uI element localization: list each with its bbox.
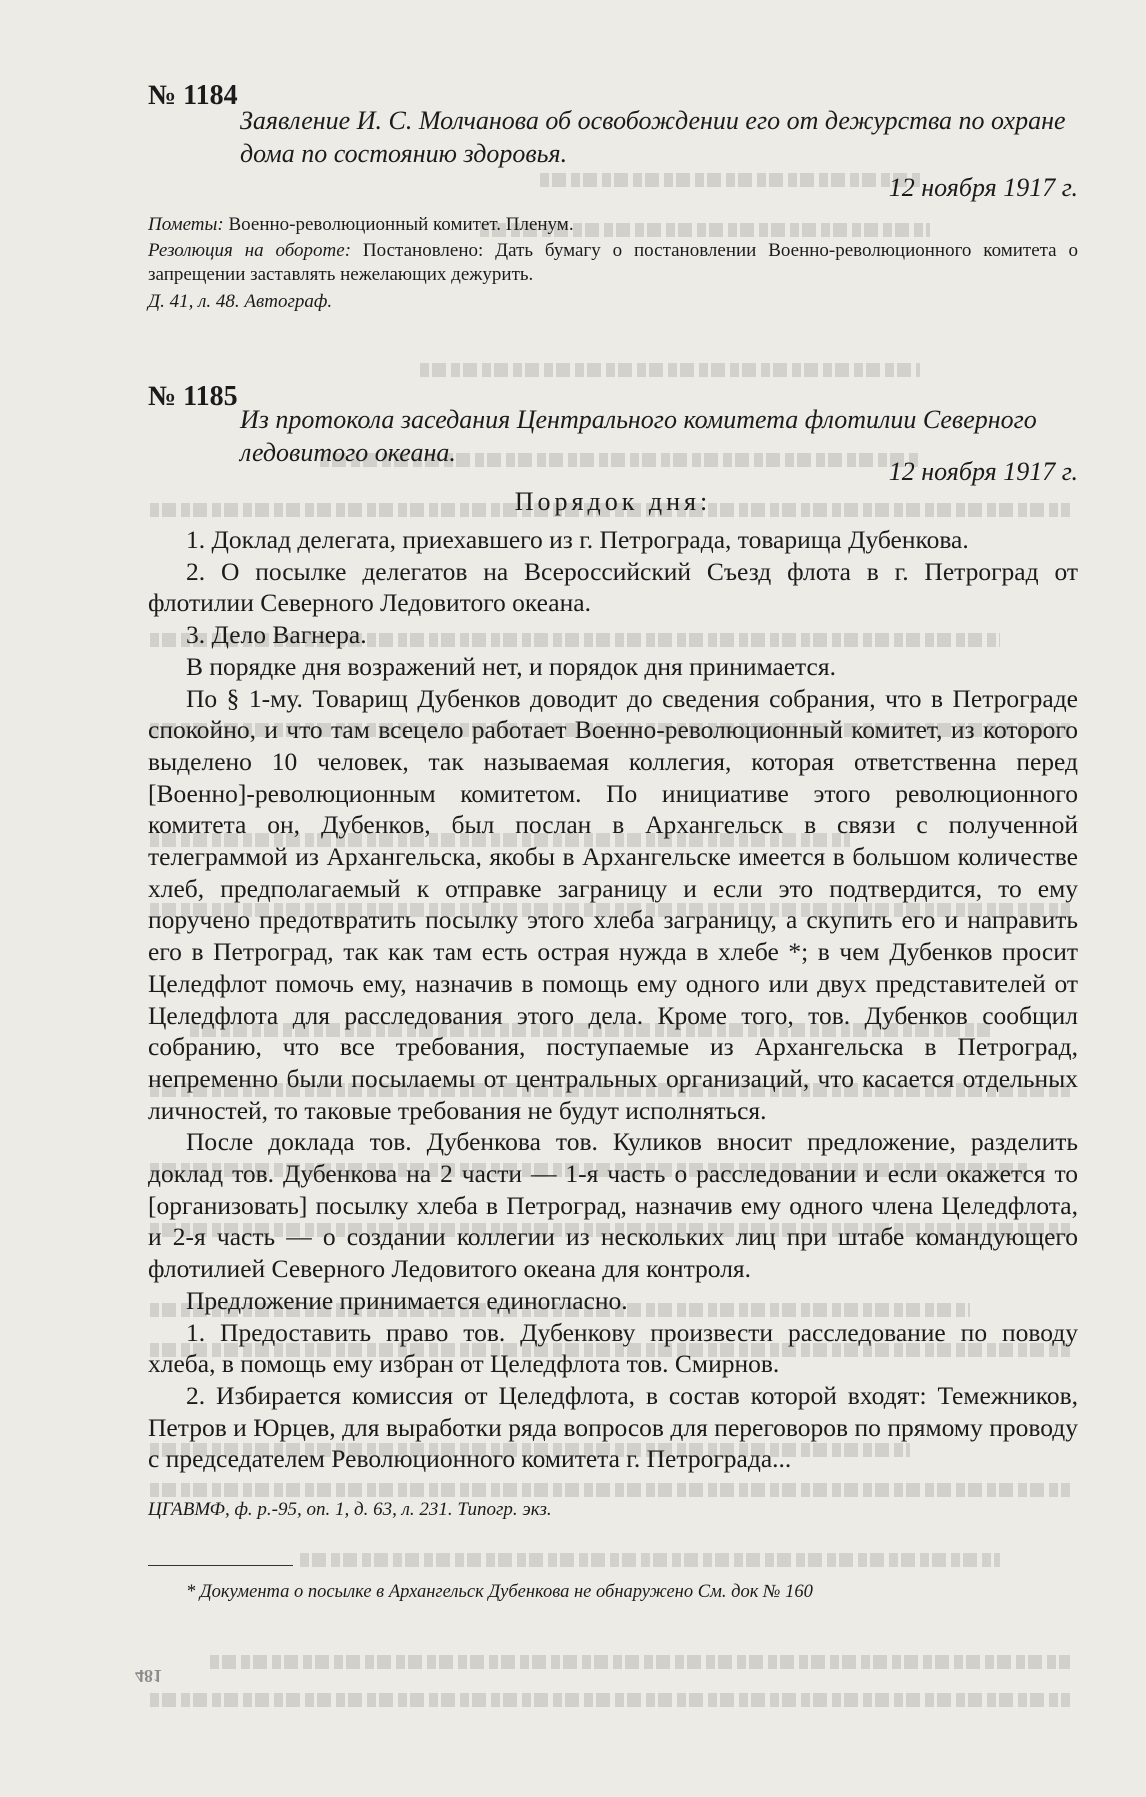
doc-1184-date: 12 ноября 1917 г. — [888, 173, 1078, 202]
footnote: * Документа о посылке в Архангельск Дубенкова не обнаружено См. док № 160 — [186, 1582, 813, 1602]
resolution-text: Постановлено: Дать бумагу о постановлении Военно-революционного комитета о запрещении заставлять нежелающих дежурить. — [148, 240, 1078, 285]
marks-text: Военно-революционный комитет. Пленум. — [223, 214, 574, 235]
agenda-heading: Порядок дня: — [514, 487, 712, 516]
doc-1185-source: ЦГАВМФ, ф. р.-95, оп. 1, д. 63, л. 231. Типогр. экз. — [148, 1499, 552, 1520]
body-paragraph: Предложение принимается единогласно. — [186, 1285, 628, 1315]
doc-1184-number: № 1184 — [148, 80, 238, 111]
body-paragraph: 1. Доклад делегата, приехавшего из г. Петрограда, товарища Дубенкова. — [186, 525, 969, 554]
body-paragraph: После доклада тов. Дубенкова тов. Куликов вносит предложение, разделить доклад тов. Дубенкова на 2 части — 1-я часть о расследовании и если окажется то [организовать] посылку хлеба в Петроград, назначив ему одного члена Целедфлота, и 2-я часть — о создании коллегии из нескольких лиц при штабе командующего флотилией Северного Ледовитого океана для контроля. — [148, 1127, 1078, 1284]
doc-1185-body — [148, 524, 1078, 1475]
doc-1184-source: Д. 41, л. 48. Автограф. — [148, 291, 333, 312]
page-number-bleed: 481 — [135, 1666, 162, 1686]
marks-label: Пометы: — [148, 214, 224, 235]
body-paragraph: 3. Дело Вагнера. — [186, 620, 367, 650]
doc-1184-resolution — [148, 239, 1078, 287]
body-paragraph: По § 1-му. Товарищ Дубенков доводит до сведения собрания, что в Петрограде спокойно, и что там всецело работает Военно-революционный комитет, из которого выделено 10 человек, так называемая коллегия, которая ответственна перед [Военно]-революционным комитетом. По инициативе этого революционного комитета он, Дубенков, был послан в Архангельск в связи с полученной телеграммой из Архангельска, якобы в Архангельске имеется в большом количестве хлеб, предполагаемый к отправке заграницу и если это подтвердится, то ему поручено предотвратить посылку этого хлеба заграницу, а скупить его и направить его в Петроград, так как там есть острая нужда в хлебе *; в чем Дубенков просит Целедфлот помочь ему, назначив в помощь ему одного или двух представителей от Целедфлота для расследования этого дела. Кроме того, тов. Дубенков сообщил собранию, что все требования, поступаемые из Архангельска в Петроград, непременно были посылаемы от центральных организаций, что касается отдельных личностей, то таковые требования не будут исполняться. — [148, 683, 1078, 1125]
body-paragraph: 1. Предоставить право тов. Дубенкову произвести расследование по поводу хлеба, в помощь ему избран от Целедфлота тов. Смирнов. — [148, 1317, 1078, 1379]
doc-1185-date: 12 ноября 1917 г. — [888, 457, 1078, 486]
footnote-rule — [148, 1565, 293, 1566]
doc-1185-title: Из протокола заседания Центрального комитета флотилии Северного ледовитого океана. — [240, 405, 1037, 467]
body-paragraph: 2. О посылке делегатов на Всероссийский Съезд флота в г. Петроград от флотилии Северного Ледовитого океана. — [148, 556, 1078, 618]
doc-1184-marks — [148, 213, 1078, 237]
resolution-label: Резолюция на обороте: — [148, 240, 352, 261]
body-paragraph: В порядке дня возражений нет, и порядок дня принимается. — [186, 651, 836, 681]
doc-1184-title: Заявление И. С. Молчанова об освобождении его от дежурства по охране дома по состоянию здоровья. — [240, 106, 1066, 168]
body-paragraph: 2. Избирается комиссия от Целедфлота, в состав которой входят: Темежников, Петров и Юрцев, для выработки ряда вопросов для переговоров по прямому проводу с председателем Революционного комитета г. Петрограда... — [148, 1380, 1078, 1474]
doc-1185-number: № 1185 — [148, 381, 238, 412]
